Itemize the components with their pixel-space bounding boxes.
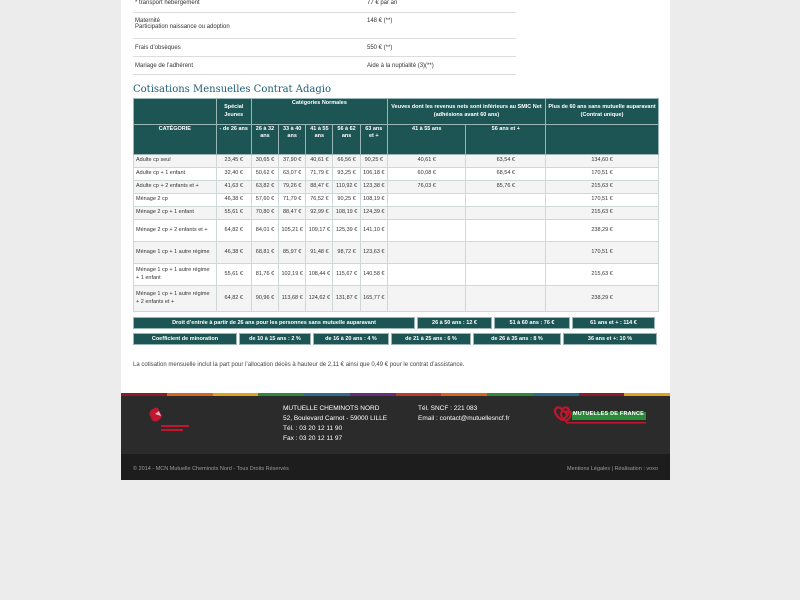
price-cell: 88,47 € bbox=[306, 181, 333, 194]
header-veuves: Veuves dont les revenus nets sont inférieurs au SMIC Net (adhésions avant 60 ans) bbox=[387, 99, 545, 125]
price-cell: 64,82 € bbox=[216, 220, 251, 242]
price-cell: 92,99 € bbox=[306, 207, 333, 220]
price-cell: 64,82 € bbox=[216, 286, 251, 312]
price-cell: 125,39 € bbox=[333, 220, 360, 242]
footer bbox=[121, 393, 670, 454]
price-cell: 91,48 € bbox=[306, 242, 333, 264]
price-cell: 123,63 € bbox=[360, 242, 387, 264]
category-cell: Ménage 2 cp + 1 enfant bbox=[134, 207, 217, 220]
price-cell: 46,38 € bbox=[216, 242, 251, 264]
price-cell: 63,54 € bbox=[466, 155, 546, 168]
stripe-segment bbox=[121, 393, 167, 396]
table-row bbox=[134, 242, 659, 264]
benefit-label: * transport hébergement bbox=[135, 0, 200, 6]
stripe-segment bbox=[167, 393, 213, 396]
table-header-row bbox=[134, 99, 659, 125]
footer-contact-sncf: Tél. SNCF : 221 083 Email : contact@mutuellesncf.fr bbox=[418, 404, 510, 424]
table-subheader-row: CATÉGORIE - de 26 ans 26 à 32 ans 33 à 40 ans 41 à 55 ans 56 à 62 ans 63 ans et + 41 à 55 ans 56 ans et + bbox=[134, 125, 659, 155]
price-cell: 40,61 € bbox=[387, 155, 466, 168]
price-cell: 170,51 € bbox=[546, 168, 659, 181]
stripe-segment bbox=[441, 393, 487, 396]
price-cell: 98,72 € bbox=[333, 242, 360, 264]
category-cell: Adulte cp + 2 enfants et + bbox=[134, 181, 217, 194]
price-cell: 68,54 € bbox=[466, 168, 546, 181]
benefit-value: 148 € (**) bbox=[367, 18, 393, 24]
category-cell: Ménage 2 cp + 2 enfants et + bbox=[134, 220, 217, 242]
price-cell: 93,25 € bbox=[333, 168, 360, 181]
benefit-label: Mariage de l’adhérent bbox=[135, 62, 194, 69]
price-cell: 165,77 € bbox=[360, 286, 387, 312]
table-note: La cotisation mensuelle inclut la part pour l’allocation décès à hauteur de 2,11 € ainsi que 0,49 € pour le contrat d’assistance. bbox=[133, 362, 465, 368]
stripe-segment bbox=[396, 393, 442, 396]
price-cell: 105,21 € bbox=[279, 220, 306, 242]
price-cell: 57,60 € bbox=[251, 194, 278, 207]
price-cell: 32,40 € bbox=[216, 168, 251, 181]
table-row bbox=[134, 194, 659, 207]
stripe-segment bbox=[304, 393, 350, 396]
footer-contact-address: MUTUELLE CHEMINOTS NORD 52, Boulevard Carnot - 59000 LILLE Tél. : 03 20 12 11 90 Fax : 03 20 12 11 97 bbox=[283, 405, 388, 443]
price-cell: 108,19 € bbox=[360, 194, 387, 207]
price-cell: 66,56 € bbox=[333, 155, 360, 168]
footer-links[interactable]: Mentions Légales | Réalisation : voxo bbox=[566, 466, 658, 472]
price-cell: 68,81 € bbox=[251, 242, 278, 264]
cotisations-table bbox=[133, 98, 659, 312]
price-cell: 46,38 € bbox=[216, 194, 251, 207]
price-cell bbox=[466, 207, 546, 220]
price-cell: 110,92 € bbox=[333, 181, 360, 194]
price-cell: 41,63 € bbox=[216, 181, 251, 194]
price-cell: 141,10 € bbox=[360, 220, 387, 242]
benefit-row bbox=[133, 13, 516, 39]
price-cell: 85,76 € bbox=[466, 181, 546, 194]
price-cell bbox=[387, 207, 466, 220]
color-stripe bbox=[121, 393, 670, 396]
entry-fee-bar: Droit d’entrée à partir de 26 ans pour les personnes sans mutuelle auparavant 26 à 50 ans : 12 € 51 à 60 ans : 76 € 61 ans et + : 114 € bbox=[133, 317, 657, 329]
price-cell: 81,76 € bbox=[251, 264, 278, 286]
price-cell: 50,62 € bbox=[251, 168, 278, 181]
benefits-list bbox=[133, 0, 516, 75]
price-cell: 124,39 € bbox=[360, 207, 387, 220]
mcn-logo[interactable] bbox=[147, 405, 191, 435]
benefit-label: Maternité Participation naissance ou adoption bbox=[135, 18, 230, 30]
price-cell: 63,07 € bbox=[279, 168, 306, 181]
header-special-jeunes: Spécial Jeunes bbox=[216, 99, 251, 125]
price-cell: 30,65 € bbox=[251, 155, 278, 168]
price-cell: 108,19 € bbox=[333, 207, 360, 220]
price-cell bbox=[387, 264, 466, 286]
header-plus-60: Plus de 60 ans sans mutuelle auparavant (Contrat unique) bbox=[546, 99, 659, 125]
table-row bbox=[134, 220, 659, 242]
price-cell: 170,51 € bbox=[546, 242, 659, 264]
minoration-bar: Coefficient de minoration de 10 à 15 ans : 2 % de 16 à 20 ans : 4 % de 21 à 25 ans : 6 % de 26 à 35 ans : 8 % 36 ans et +: 10 % bbox=[133, 333, 657, 345]
benefit-row bbox=[133, 57, 516, 75]
price-cell bbox=[466, 264, 546, 286]
price-cell: 124,62 € bbox=[306, 286, 333, 312]
price-cell: 79,26 € bbox=[279, 181, 306, 194]
price-cell: 88,47 € bbox=[279, 207, 306, 220]
price-cell: 71,79 € bbox=[279, 194, 306, 207]
price-cell: 140,58 € bbox=[360, 264, 387, 286]
benefit-row bbox=[133, 39, 516, 57]
price-cell: 113,68 € bbox=[279, 286, 306, 312]
benefit-value: 550 € (**) bbox=[367, 44, 393, 51]
category-cell: Ménage 2 cp bbox=[134, 194, 217, 207]
table-row bbox=[134, 286, 659, 312]
stripe-segment bbox=[258, 393, 304, 396]
price-cell bbox=[387, 286, 466, 312]
benefit-label: Frais d’obsèques bbox=[135, 44, 181, 51]
price-cell: 115,67 € bbox=[333, 264, 360, 286]
mutuelles-de-france-logo[interactable] bbox=[552, 405, 649, 425]
price-cell: 63,82 € bbox=[251, 181, 278, 194]
table-row bbox=[134, 168, 659, 181]
price-cell: 108,44 € bbox=[306, 264, 333, 286]
price-cell bbox=[387, 242, 466, 264]
price-cell: 131,87 € bbox=[333, 286, 360, 312]
price-cell: 84,01 € bbox=[251, 220, 278, 242]
price-cell: 215,63 € bbox=[546, 207, 659, 220]
section-title: Cotisations Mensuelles Contrat Adagio bbox=[133, 84, 331, 95]
price-cell bbox=[387, 220, 466, 242]
price-cell: 60,08 € bbox=[387, 168, 466, 181]
price-cell: 76,52 € bbox=[306, 194, 333, 207]
price-cell: 123,38 € bbox=[360, 181, 387, 194]
category-cell: Adulte cp seul bbox=[134, 155, 217, 168]
email-link[interactable]: Email : contact@mutuellesncf.fr bbox=[418, 415, 510, 423]
header-categorie: CATÉGORIE bbox=[134, 125, 217, 155]
price-cell: 90,25 € bbox=[360, 155, 387, 168]
copyright-text: © 2014 - MCN Mutuelle Cheminots Nord - Tous Droits Réservés bbox=[133, 466, 289, 472]
price-cell: 71,79 € bbox=[306, 168, 333, 181]
price-cell: 90,96 € bbox=[251, 286, 278, 312]
category-cell: Adulte cp + 1 enfant bbox=[134, 168, 217, 181]
stripe-segment bbox=[213, 393, 259, 396]
mutuelles-de-france-logo-text: MUTUELLES DE FRANCE bbox=[573, 411, 645, 417]
price-cell: 90,25 € bbox=[333, 194, 360, 207]
price-cell bbox=[466, 220, 546, 242]
page-content bbox=[121, 0, 670, 480]
header-categories-normales: Catégories Normales bbox=[251, 99, 387, 125]
price-cell: 238,29 € bbox=[546, 286, 659, 312]
price-cell: 170,51 € bbox=[546, 194, 659, 207]
price-cell: 215,63 € bbox=[546, 264, 659, 286]
stripe-segment bbox=[579, 393, 625, 396]
price-cell: 134,60 € bbox=[546, 155, 659, 168]
stripe-segment bbox=[533, 393, 579, 396]
category-cell: Ménage 1 cp + 1 autre régime bbox=[134, 242, 217, 264]
price-cell bbox=[466, 242, 546, 264]
price-cell: 37,90 € bbox=[279, 155, 306, 168]
price-cell: 55,61 € bbox=[216, 264, 251, 286]
price-cell: 85,97 € bbox=[279, 242, 306, 264]
price-cell: 23,45 € bbox=[216, 155, 251, 168]
benefit-value: 77 € par an bbox=[367, 0, 398, 6]
category-cell: Ménage 1 cp + 1 autre régime + 2 enfants et + bbox=[134, 286, 217, 312]
table-row bbox=[134, 155, 659, 168]
price-cell: 109,17 € bbox=[306, 220, 333, 242]
price-cell: 102,19 € bbox=[279, 264, 306, 286]
stripe-segment bbox=[624, 393, 670, 396]
table-row bbox=[134, 181, 659, 194]
table-row bbox=[134, 264, 659, 286]
price-cell bbox=[466, 286, 546, 312]
stripe-segment bbox=[487, 393, 533, 396]
price-cell: 238,29 € bbox=[546, 220, 659, 242]
price-cell: 76,03 € bbox=[387, 181, 466, 194]
copyright-bar bbox=[121, 454, 670, 480]
price-cell bbox=[466, 194, 546, 207]
stripe-segment bbox=[350, 393, 396, 396]
benefit-row bbox=[133, 0, 516, 13]
price-cell: 55,61 € bbox=[216, 207, 251, 220]
price-cell: 215,63 € bbox=[546, 181, 659, 194]
price-cell bbox=[387, 194, 466, 207]
benefit-value: Aide à la nuptialité (3)(**) bbox=[367, 62, 434, 69]
price-cell: 106,18 € bbox=[360, 168, 387, 181]
price-cell: 40,61 € bbox=[306, 155, 333, 168]
category-cell: Ménage 1 cp + 1 autre régime + 1 enfant bbox=[134, 264, 217, 286]
price-cell: 70,80 € bbox=[251, 207, 278, 220]
table-row bbox=[134, 207, 659, 220]
